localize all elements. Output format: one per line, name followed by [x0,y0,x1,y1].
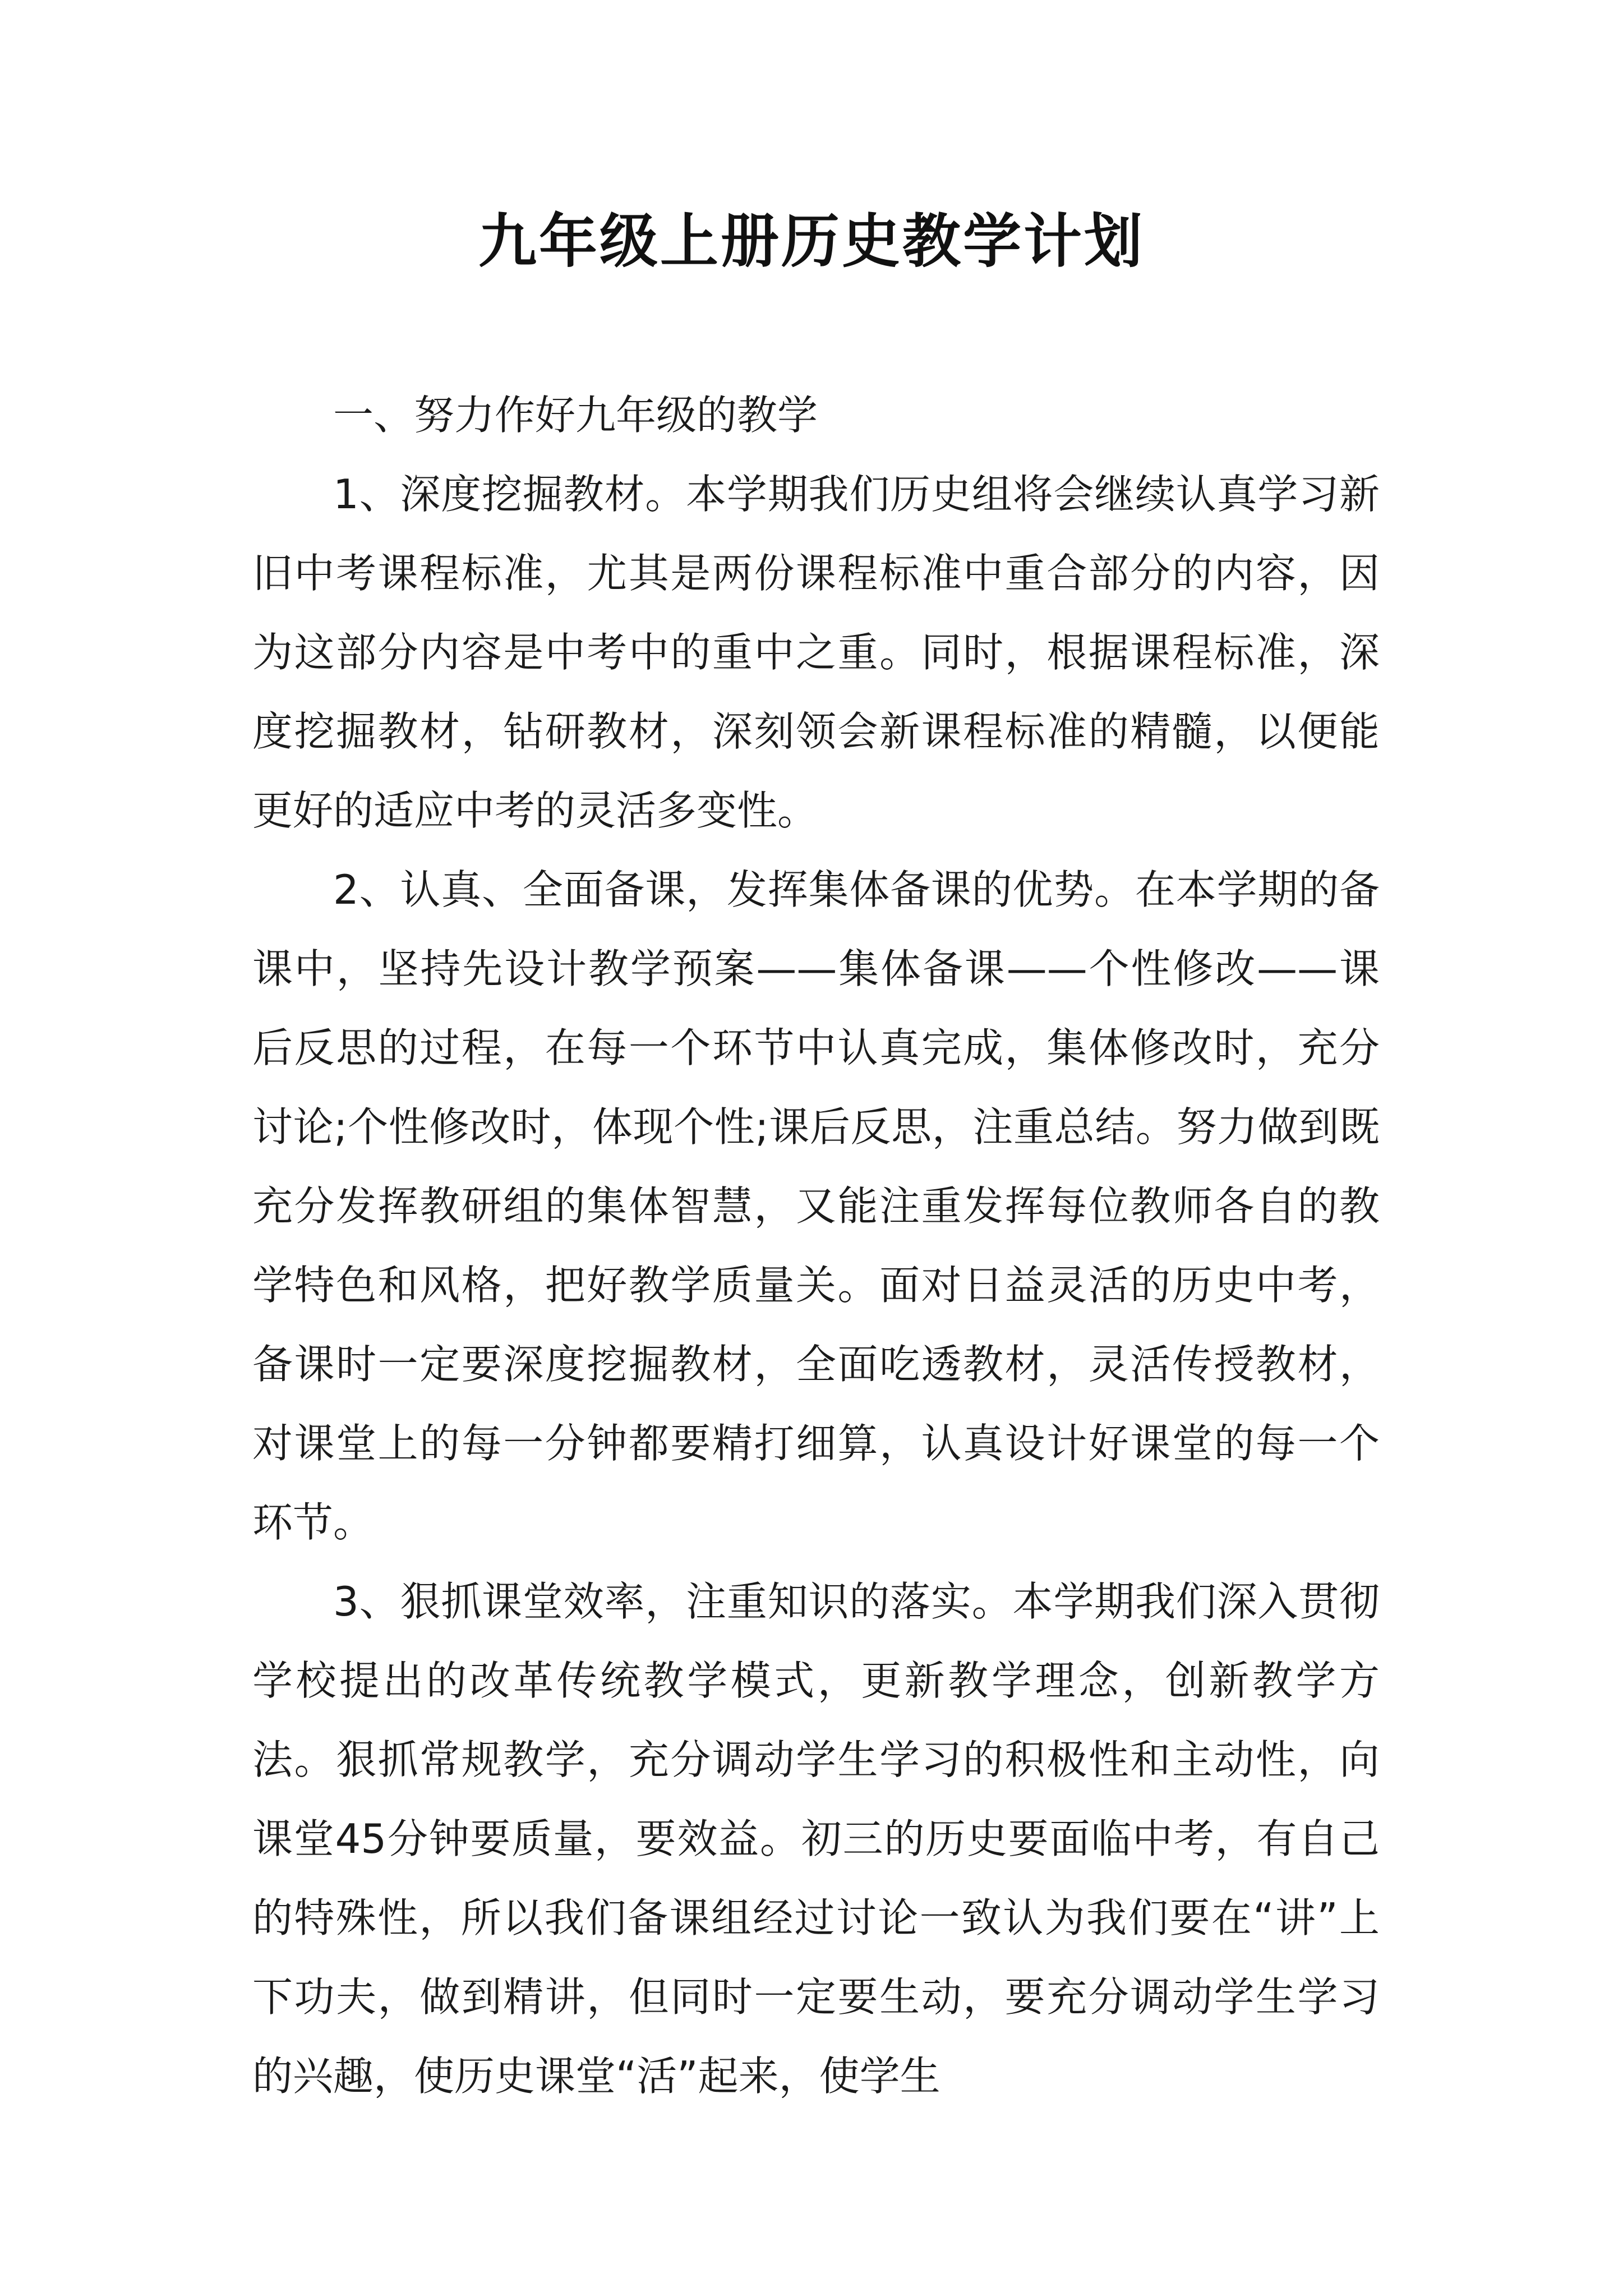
document-body [252,376,1380,2116]
paragraph-1: 1、深度挖掘教材。本学期我们历史组将会继续认真学习新旧中考课程标准，尤其是两份课程标准中重合部分的内容，因为这部分内容是中考中的重中之重。同时，根据课程标准，深度挖掘教材，钻研教材，深刻领会新课程标准的精髓，以便能更好的适应中考的灵活多变性。 [252,471,1380,834]
paragraph-2: 2、认真、全面备课，发挥集体备课的优势。在本学期的备课中，坚持先设计教学预案——集体备课——个性修改——课后反思的过程，在每一个环节中认真完成，集体修改时，充分讨论;个性修改时，体现个性;课后反思，注重总结。努力做到既充分发挥教研组的集体智慧，又能注重发挥每位教师各自的教学特色和风格，把好教学质量关。面对日益灵活的历史中考，备课时一定要深度挖掘教材，全面吃透教材，灵活传授教材，对课堂上的每一分钟都要精打细算，认真设计好课堂的每一个环节。 [252,866,1380,1546]
paragraph-3: 3、狠抓课堂效率，注重知识的落实。本学期我们深入贯彻学校提出的改革传统教学模式，更新教学理念，创新教学方法。狠抓常规教学，充分调动学生学习的积极性和主动性，向课堂45分钟要质量，要效益。初三的历史要面临中考，有自己的特殊性，所以我们备课组经过讨论一致认为我们要在“讲”上下功夫，做到精讲，但同时一定要生动，要充分调动学生学习的兴趣，使历史课堂“活”起来，使学生 [252,1578,1380,2100]
document-title: 九年级上册历史教学计划 [478,206,1145,275]
section-heading: 一、努力作好九年级的教学 [333,392,818,439]
